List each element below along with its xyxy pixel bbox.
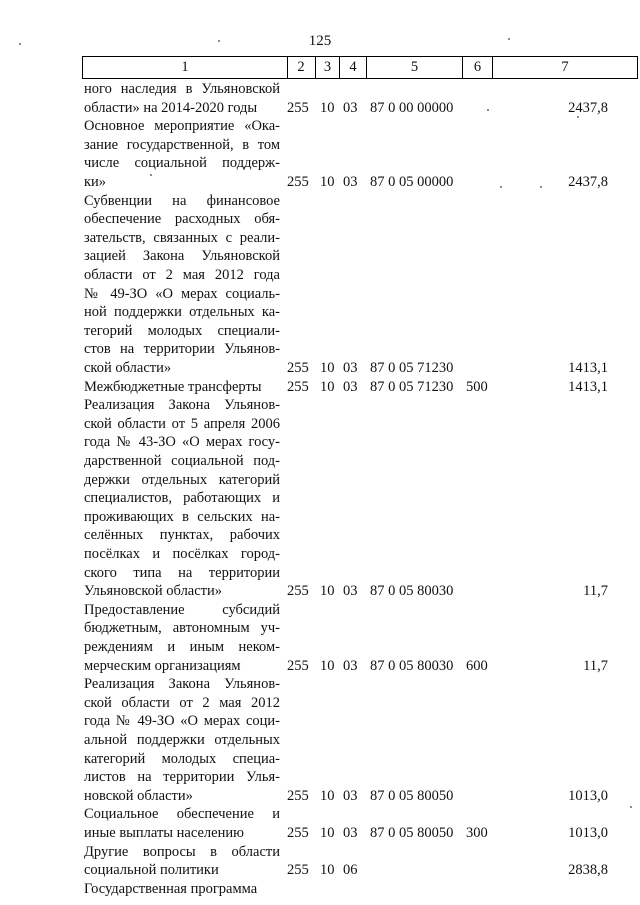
scan-speck: [218, 40, 220, 42]
subsection-code: 03: [343, 378, 358, 395]
scan-speck: [508, 38, 510, 40]
description-line: зательств, связанных с реали-: [84, 229, 280, 246]
chapter-code: 10: [320, 862, 335, 879]
description-line: области от 2 мая 2012 года: [84, 266, 280, 283]
description-line: ской области»: [84, 359, 172, 376]
header-col-5: 5: [367, 57, 463, 78]
chapter-code: 10: [320, 657, 335, 674]
header-col-3: 3: [316, 57, 340, 78]
row-description: [84, 80, 280, 117]
target-article-code: 87 0 05 00000: [370, 173, 454, 190]
description-line: социальной политики: [84, 862, 219, 879]
description-line: специалистов, работающих и: [84, 490, 280, 507]
scan-speck: [540, 186, 542, 188]
subsection-code: 03: [343, 657, 358, 674]
description-line: держки отдельных категорий: [84, 471, 280, 488]
target-article-code: 87 0 05 80050: [370, 824, 454, 841]
description-line: Субвенции на финансовое: [84, 192, 280, 209]
target-article-code: 87 0 05 71230: [370, 359, 454, 376]
header-col-6: 6: [463, 57, 493, 78]
description-line: ки»: [84, 173, 107, 190]
table-header: [82, 56, 638, 79]
description-line: ной поддержки отдельных ка-: [84, 304, 280, 321]
description-line: Ульяновской области»: [84, 583, 223, 600]
row-description: [84, 378, 280, 397]
header-col-1: 1: [83, 57, 288, 78]
description-line: альной поддержки отдельных: [84, 731, 280, 748]
expense-type-code: 600: [466, 657, 488, 674]
chapter-code: 10: [320, 824, 335, 841]
description-line: новской области»: [84, 787, 193, 804]
amount: 2437,8: [568, 173, 608, 190]
section-code: 255: [287, 824, 309, 841]
subsection-code: 03: [343, 99, 358, 116]
description-line: ного наследия в Ульяновской: [84, 81, 280, 97]
section-code: 255: [287, 378, 309, 395]
scan-speck: [630, 806, 632, 808]
chapter-code: 10: [320, 583, 335, 600]
chapter-code: 10: [320, 173, 335, 190]
description-line: дарственной социальной под-: [84, 452, 280, 469]
target-article-code: 87 0 05 80050: [370, 787, 454, 804]
description-line: Основное мероприятие «Ока-: [84, 118, 280, 135]
subsection-code: 06: [343, 862, 358, 879]
amount: 1013,0: [568, 824, 608, 841]
subsection-code: 03: [343, 824, 358, 841]
chapter-code: 10: [320, 359, 335, 376]
subsection-code: 03: [343, 583, 358, 600]
amount: 11,7: [583, 583, 608, 600]
subsection-code: 03: [343, 787, 358, 804]
row-description: [84, 601, 280, 675]
scan-speck: [487, 109, 489, 111]
description-line: Другие вопросы в области: [84, 843, 280, 860]
subsection-code: 03: [343, 359, 358, 376]
target-article-code: 87 0 05 71230: [370, 378, 454, 395]
description-line: Реализация Закона Ульянов-: [84, 397, 280, 414]
description-line: мерческим организациям: [84, 657, 241, 674]
description-line: Предоставление субсидий: [84, 601, 280, 618]
description-line: года № 49-ЗО «О мерах соци-: [84, 713, 280, 730]
amount: 11,7: [583, 657, 608, 674]
description-line: зание государственной, в том: [84, 136, 280, 153]
description-line: обеспечение расходных обя-: [84, 211, 280, 228]
section-code: 255: [287, 862, 309, 879]
description-line: Государственная программа: [84, 880, 258, 897]
row-description: [84, 192, 280, 378]
row-description: [84, 880, 280, 899]
target-article-code: 87 0 05 80030: [370, 657, 454, 674]
amount: 2437,8: [568, 99, 608, 116]
row-description: [84, 805, 280, 842]
description-line: посёлках и посёлках город-: [84, 545, 280, 562]
scan-speck: [150, 174, 152, 176]
description-line: категорий молодых специа-: [84, 750, 280, 767]
description-line: Реализация Закона Ульянов-: [84, 676, 280, 693]
amount: 2838,8: [568, 862, 608, 879]
expense-type-code: 500: [466, 378, 488, 395]
section-code: 255: [287, 173, 309, 190]
subsection-code: 03: [343, 173, 358, 190]
section-code: 255: [287, 583, 309, 600]
scan-speck: [500, 186, 502, 188]
scan-speck: [577, 116, 579, 118]
description-line: ского типа на территории: [84, 564, 280, 581]
scan-speck: [19, 43, 21, 45]
section-code: 255: [287, 359, 309, 376]
chapter-code: 10: [320, 378, 335, 395]
row-description: [84, 396, 280, 601]
section-code: 255: [287, 787, 309, 804]
amount: 1013,0: [568, 787, 608, 804]
expense-type-code: 300: [466, 824, 488, 841]
target-article-code: 87 0 05 80030: [370, 583, 454, 600]
section-code: 255: [287, 657, 309, 674]
description-line: листов на территории Улья-: [84, 769, 280, 786]
section-code: 255: [287, 99, 309, 116]
row-description: [84, 843, 280, 880]
chapter-code: 10: [320, 787, 335, 804]
description-line: числе социальной поддерж-: [84, 155, 280, 172]
description-line: ской области от 2 мая 2012: [84, 694, 280, 711]
header-col-2: 2: [287, 57, 316, 78]
description-line: тегорий молодых специали-: [84, 322, 280, 339]
amount: 1413,1: [568, 378, 608, 395]
amount: 1413,1: [568, 359, 608, 376]
description-line: бюджетным, автономным уч-: [84, 620, 280, 637]
description-line: зацией Закона Ульяновской: [84, 248, 280, 265]
header-col-7: 7: [493, 57, 638, 78]
description-line: области» на 2014-2020 годы: [84, 99, 258, 116]
description-line: селённых пунктах, рабочих: [84, 527, 280, 544]
description-line: иные выплаты населению: [84, 824, 244, 841]
description-line: года № 43-ЗО «О мерах госу-: [84, 434, 280, 451]
description-line: реждениям и иным неком-: [84, 638, 280, 655]
chapter-code: 10: [320, 99, 335, 116]
description-line: № 49-ЗО «О мерах социаль-: [84, 285, 280, 302]
description-line: Социальное обеспечение и: [84, 806, 280, 823]
row-description: [84, 675, 280, 805]
page-number: 125: [308, 33, 332, 49]
description-line: Межбюджетные трансферты: [84, 378, 262, 395]
header-col-4: 4: [340, 57, 367, 78]
description-line: ской области от 5 апреля 2006: [84, 415, 280, 432]
row-description: [84, 117, 280, 191]
target-article-code: 87 0 00 00000: [370, 99, 454, 116]
description-line: стов на территории Ульянов-: [84, 341, 280, 358]
description-line: проживающих в сельских на-: [84, 508, 280, 525]
